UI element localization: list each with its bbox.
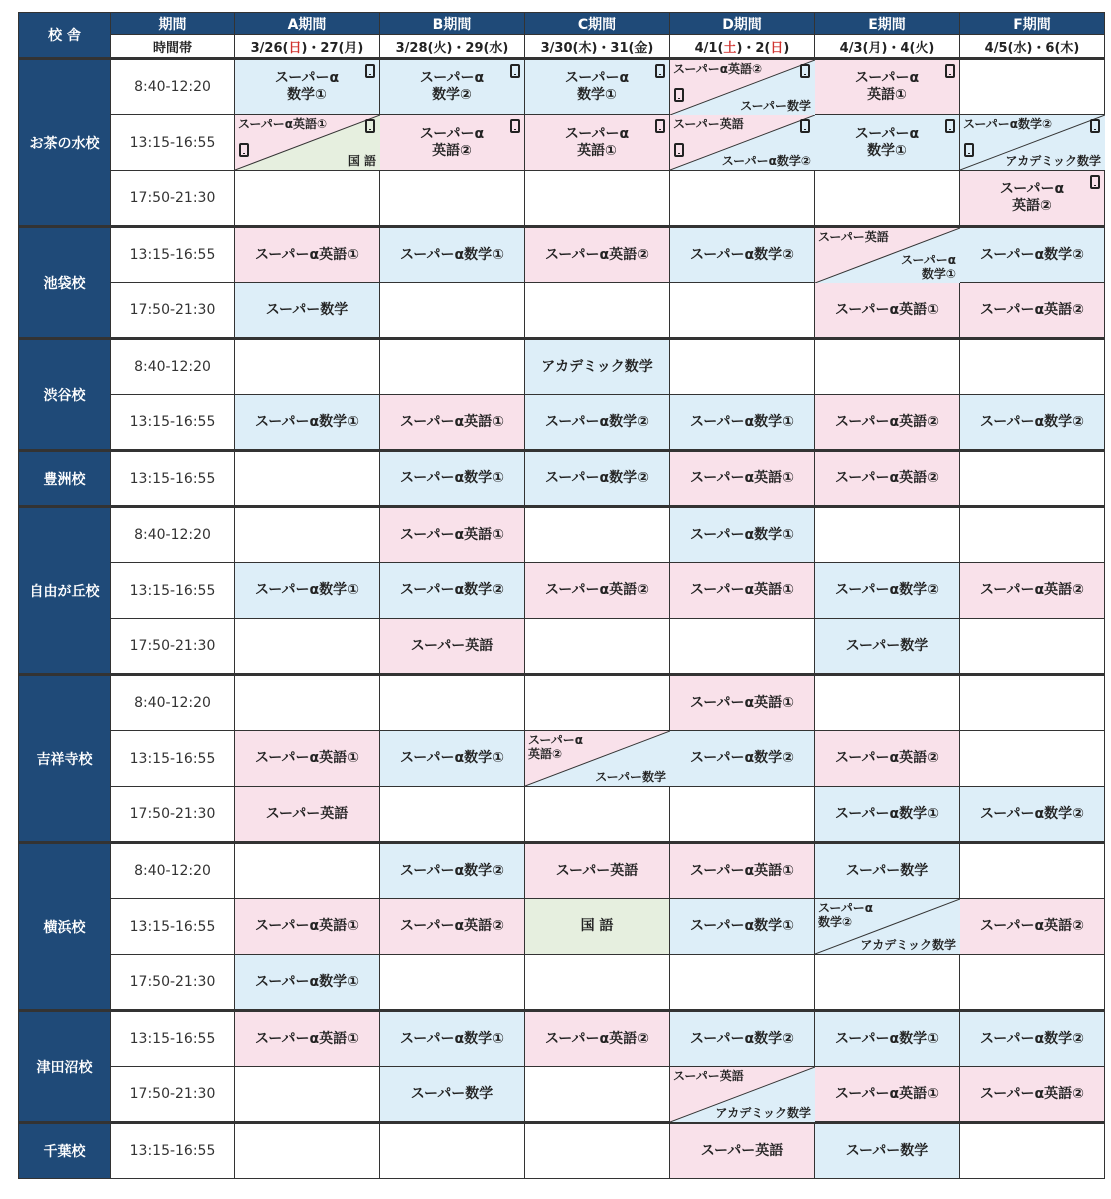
empty-cell <box>960 59 1105 115</box>
class-name: スーパーα英語① <box>689 694 795 711</box>
table-row <box>19 899 1105 955</box>
empty-cell <box>380 1123 525 1179</box>
class-cell <box>525 899 670 955</box>
period-name: E期間 <box>815 13 960 35</box>
class-cell <box>525 451 670 507</box>
class-name-upper: スーパー英語 <box>673 1069 744 1083</box>
split-class-cell <box>525 731 670 787</box>
empty-cell <box>380 955 525 1011</box>
class-name: スーパー英語 <box>555 862 639 879</box>
class-name: スーパーα数学② <box>834 582 940 598</box>
class-cell <box>380 731 525 787</box>
class-cell <box>235 731 380 787</box>
campus-name: 渋谷校 <box>19 339 111 451</box>
empty-cell <box>235 1123 380 1179</box>
class-name: スーパーα英語② <box>544 1030 650 1047</box>
class-name: スーパーα英語① <box>689 862 795 879</box>
empty-cell <box>525 1123 670 1179</box>
class-cell <box>525 563 670 619</box>
class-name: スーパー英語 <box>265 805 349 822</box>
class-name: スーパーα英語② <box>544 246 650 263</box>
period-name: A期間 <box>235 13 380 35</box>
empty-cell <box>235 619 380 675</box>
class-name: スーパーα英語② <box>979 918 1085 934</box>
class-cell <box>815 451 960 507</box>
class-cell <box>960 395 1105 451</box>
empty-cell <box>815 955 960 1011</box>
class-name: スーパーα数学② <box>399 582 505 598</box>
time-slot: 8:40-12:20 <box>111 339 235 395</box>
table-row <box>19 619 1105 675</box>
time-slot: 13:15-16:55 <box>111 451 235 507</box>
empty-cell <box>380 675 525 731</box>
class-cell <box>380 1067 525 1123</box>
class-name: スーパーα数学② <box>979 805 1085 822</box>
split-class-cell <box>670 59 815 115</box>
empty-cell <box>960 1123 1105 1179</box>
time-slot: 13:15-16:55 <box>111 1123 235 1179</box>
class-name: スーパーα英語① <box>399 413 505 430</box>
class-cell <box>960 899 1105 955</box>
class-cell <box>815 115 960 171</box>
tablet-icon <box>674 88 684 102</box>
class-name: スーパーα数学① <box>399 470 505 486</box>
class-name: スーパーα英語① <box>834 1085 940 1102</box>
class-name: スーパーα英語① <box>689 470 795 486</box>
class-cell <box>815 283 960 339</box>
class-name: スーパーα英語① <box>254 246 360 263</box>
empty-cell <box>815 339 960 395</box>
empty-cell <box>960 843 1105 899</box>
empty-cell <box>815 675 960 731</box>
empty-cell <box>380 339 525 395</box>
class-cell <box>380 619 525 675</box>
class-name: アカデミック数学 <box>541 358 653 375</box>
empty-cell <box>525 171 670 227</box>
class-name: スーパー数学 <box>410 1085 494 1102</box>
date-text: )・27(月) <box>301 40 364 56</box>
tablet-icon <box>365 119 375 133</box>
class-name-lower: アカデミック数学 <box>860 938 956 952</box>
table-row <box>19 731 1105 787</box>
class-cell <box>670 563 815 619</box>
time-slot: 13:15-16:55 <box>111 1011 235 1067</box>
table-row <box>19 115 1105 171</box>
tablet-icon <box>1090 119 1100 133</box>
period-name: F期間 <box>960 13 1105 35</box>
empty-cell <box>235 451 380 507</box>
date-text: 4/3(月)・4(火) <box>839 40 935 56</box>
class-name: スーパー英語 <box>700 1142 784 1159</box>
class-name-lower: スーパーα 数学① <box>900 253 956 281</box>
class-name: スーパーα英語② <box>979 1085 1085 1102</box>
class-name: スーパーα 英語① <box>854 70 920 103</box>
table-row <box>19 395 1105 451</box>
class-cell <box>670 227 815 283</box>
class-name: スーパーα数学② <box>979 1030 1085 1047</box>
empty-cell <box>670 283 815 339</box>
class-cell <box>525 1011 670 1067</box>
date-text: 日 <box>288 40 302 56</box>
table-row <box>19 283 1105 339</box>
empty-cell <box>670 339 815 395</box>
empty-cell <box>380 283 525 339</box>
split-class-cell <box>670 1067 815 1123</box>
empty-cell <box>525 675 670 731</box>
empty-cell <box>525 787 670 843</box>
period-label: 期間 <box>111 13 235 35</box>
class-cell <box>380 451 525 507</box>
table-row <box>19 1011 1105 1067</box>
empty-cell <box>525 1067 670 1123</box>
tablet-icon <box>800 119 810 133</box>
class-name: スーパーα数学① <box>254 973 360 990</box>
class-cell <box>380 507 525 563</box>
empty-cell <box>525 619 670 675</box>
class-cell <box>960 227 1105 283</box>
class-name: スーパーα 英語② <box>999 181 1065 214</box>
time-slot: 17:50-21:30 <box>111 787 235 843</box>
class-name: スーパー英語 <box>410 637 494 654</box>
class-name-upper: スーパー英語 <box>673 117 744 131</box>
table-row <box>19 59 1105 115</box>
table-row <box>19 339 1105 395</box>
schedule-table <box>18 12 1105 1179</box>
class-cell <box>670 731 815 787</box>
class-cell <box>525 843 670 899</box>
class-cell <box>235 787 380 843</box>
time-slot: 8:40-12:20 <box>111 507 235 563</box>
date-text: 3/28(火)・29(水) <box>395 40 509 56</box>
class-name-upper: スーパーα 英語② <box>528 733 584 761</box>
period-dates <box>670 35 815 59</box>
time-slot: 17:50-21:30 <box>111 955 235 1011</box>
split-class-cell <box>235 115 380 171</box>
table-row <box>19 171 1105 227</box>
class-name: スーパーα英語① <box>254 918 360 934</box>
class-name: スーパーα英語② <box>979 301 1085 318</box>
class-name-lower: スーパー数学 <box>740 99 811 113</box>
period-dates <box>960 35 1105 59</box>
class-cell <box>815 1123 960 1179</box>
period-name: D期間 <box>670 13 815 35</box>
class-cell <box>380 563 525 619</box>
empty-cell <box>235 843 380 899</box>
class-name-lower: アカデミック数学 <box>1005 154 1101 168</box>
class-cell <box>525 115 670 171</box>
table-row <box>19 563 1105 619</box>
class-name: スーパーα数学② <box>399 862 505 879</box>
class-cell <box>235 899 380 955</box>
tablet-icon <box>800 64 810 78</box>
class-cell <box>960 171 1105 227</box>
class-name: スーパーα数学① <box>254 582 360 598</box>
class-cell <box>670 1011 815 1067</box>
class-cell <box>235 955 380 1011</box>
date-text: 3/26( <box>250 40 289 56</box>
class-cell <box>380 227 525 283</box>
date-text: 3/30(木)・31(金) <box>540 40 654 56</box>
empty-cell <box>670 171 815 227</box>
empty-cell <box>670 787 815 843</box>
class-name-lower: スーパーα数学② <box>721 154 811 168</box>
time-slot: 13:15-16:55 <box>111 115 235 171</box>
class-name: スーパーα 数学① <box>564 70 630 103</box>
tablet-icon <box>945 64 955 78</box>
class-name: スーパーα数学② <box>689 246 795 263</box>
period-dates <box>815 35 960 59</box>
class-name: スーパーα数学① <box>689 918 795 934</box>
empty-cell <box>235 339 380 395</box>
class-name-lower: 国 語 <box>347 154 376 168</box>
class-cell <box>960 787 1105 843</box>
tablet-icon <box>655 119 665 133</box>
split-class-cell <box>815 899 960 955</box>
class-cell <box>380 115 525 171</box>
class-name-lower: アカデミック数学 <box>715 1106 811 1120</box>
tablet-icon <box>239 143 249 157</box>
date-text: )・2( <box>736 40 771 56</box>
time-slot: 8:40-12:20 <box>111 675 235 731</box>
table-row <box>19 227 1105 283</box>
empty-cell <box>525 283 670 339</box>
class-name: スーパーα数学① <box>399 750 505 766</box>
class-cell <box>670 395 815 451</box>
empty-cell <box>525 507 670 563</box>
empty-cell <box>960 619 1105 675</box>
split-class-cell <box>815 227 960 283</box>
class-name: スーパーα英語② <box>834 750 940 766</box>
class-cell <box>525 227 670 283</box>
empty-cell <box>235 1067 380 1123</box>
tablet-icon <box>655 64 665 78</box>
class-cell <box>525 59 670 115</box>
empty-cell <box>235 507 380 563</box>
period-dates <box>235 35 380 59</box>
class-name: スーパーα数学① <box>834 1030 940 1047</box>
date-text: 日 <box>770 40 784 56</box>
table-row <box>19 843 1105 899</box>
class-cell <box>235 283 380 339</box>
class-name: スーパー数学 <box>265 301 349 318</box>
date-text: 土 <box>723 40 737 56</box>
class-cell <box>380 843 525 899</box>
class-cell <box>235 1011 380 1067</box>
class-name: スーパーα数学① <box>689 413 795 430</box>
class-name: スーパーα数学① <box>254 413 360 430</box>
class-name: スーパーα数学① <box>399 1030 505 1047</box>
table-row <box>19 1123 1105 1179</box>
empty-cell <box>960 731 1105 787</box>
class-cell <box>815 787 960 843</box>
class-name: スーパー数学 <box>845 862 929 879</box>
empty-cell <box>235 675 380 731</box>
class-name: スーパー数学 <box>845 1142 929 1159</box>
class-name: スーパーα英語① <box>834 301 940 318</box>
table-row <box>19 451 1105 507</box>
split-class-cell <box>670 115 815 171</box>
empty-cell <box>815 507 960 563</box>
class-name: スーパーα数学② <box>544 413 650 430</box>
time-slot: 17:50-21:30 <box>111 171 235 227</box>
class-name-upper: スーパーα英語① <box>238 117 328 131</box>
class-name: スーパーα英語② <box>979 582 1085 598</box>
tablet-icon <box>964 143 974 157</box>
class-cell <box>815 59 960 115</box>
table-row <box>19 675 1105 731</box>
class-name: スーパーα数学② <box>689 750 795 766</box>
class-cell <box>670 1123 815 1179</box>
class-cell <box>815 563 960 619</box>
campus-name: 池袋校 <box>19 227 111 339</box>
class-name: スーパーα英語② <box>834 413 940 430</box>
time-slot: 13:15-16:55 <box>111 227 235 283</box>
empty-cell <box>960 675 1105 731</box>
class-cell <box>235 227 380 283</box>
campus-name: 吉祥寺校 <box>19 675 111 843</box>
empty-cell <box>960 451 1105 507</box>
class-cell <box>670 507 815 563</box>
date-text: 4/5(水)・6(木) <box>984 40 1080 56</box>
class-name: スーパーα 数学① <box>854 125 920 159</box>
time-slot: 13:15-16:55 <box>111 395 235 451</box>
empty-cell <box>525 955 670 1011</box>
table-row <box>19 507 1105 563</box>
class-cell <box>525 339 670 395</box>
class-name: スーパーα数学② <box>689 1030 795 1047</box>
class-name: スーパーα英語② <box>544 582 650 598</box>
class-name: スーパーα数学① <box>834 805 940 822</box>
class-cell <box>670 451 815 507</box>
campus-name: 津田沼校 <box>19 1011 111 1123</box>
class-name-upper: スーパー英語 <box>818 230 889 244</box>
tablet-icon <box>1090 175 1100 189</box>
class-cell <box>670 675 815 731</box>
time-slot: 17:50-21:30 <box>111 1067 235 1123</box>
class-name: スーパーα数学① <box>399 246 505 263</box>
class-name: スーパーα数学② <box>979 413 1085 430</box>
campus-header: 校 舎 <box>19 13 111 59</box>
class-name-upper: スーパーα英語② <box>673 62 763 76</box>
class-cell <box>380 395 525 451</box>
time-slot: 13:15-16:55 <box>111 563 235 619</box>
class-cell <box>960 283 1105 339</box>
table-row <box>19 955 1105 1011</box>
class-cell <box>670 843 815 899</box>
class-cell <box>815 843 960 899</box>
class-cell <box>960 1067 1105 1123</box>
time-slot: 8:40-12:20 <box>111 843 235 899</box>
time-slot: 17:50-21:30 <box>111 619 235 675</box>
class-cell <box>525 395 670 451</box>
tablet-icon <box>510 64 520 78</box>
class-name: スーパーα 英語① <box>564 125 630 159</box>
class-cell <box>380 899 525 955</box>
empty-cell <box>960 955 1105 1011</box>
date-text: ) <box>783 40 790 56</box>
tablet-icon <box>510 119 520 133</box>
class-cell <box>235 563 380 619</box>
class-name-upper: スーパーα数学② <box>963 117 1053 131</box>
empty-cell <box>380 787 525 843</box>
tablet-icon <box>674 143 684 157</box>
class-name: スーパーα英語① <box>254 1030 360 1047</box>
class-name: スーパーα英語① <box>399 526 505 543</box>
empty-cell <box>670 619 815 675</box>
empty-cell <box>670 955 815 1011</box>
class-name: スーパーα英語② <box>399 918 505 934</box>
time-slot: 17:50-21:30 <box>111 283 235 339</box>
empty-cell <box>960 507 1105 563</box>
time-slot: 8:40-12:20 <box>111 59 235 115</box>
class-name: スーパーα 数学① <box>274 70 340 103</box>
class-cell <box>815 619 960 675</box>
date-text: 4/1( <box>694 40 724 56</box>
class-cell <box>815 1011 960 1067</box>
class-name: スーパーα 英語② <box>419 125 485 159</box>
class-cell <box>235 395 380 451</box>
campus-name: 自由が丘校 <box>19 507 111 675</box>
campus-name: 豊洲校 <box>19 451 111 507</box>
period-dates <box>525 35 670 59</box>
period-dates <box>380 35 525 59</box>
campus-name: 横浜校 <box>19 843 111 1011</box>
tablet-icon <box>365 64 375 78</box>
period-name: B期間 <box>380 13 525 35</box>
period-name: C期間 <box>525 13 670 35</box>
table-row <box>19 1067 1105 1123</box>
empty-cell <box>815 171 960 227</box>
class-name: スーパーα数学② <box>544 470 650 486</box>
empty-cell <box>380 171 525 227</box>
split-class-cell <box>960 115 1105 171</box>
class-name: スーパーα 数学② <box>419 70 485 103</box>
class-name: スーパー数学 <box>845 637 929 654</box>
class-cell <box>960 1011 1105 1067</box>
class-cell <box>815 395 960 451</box>
tablet-icon <box>945 119 955 133</box>
time-slot: 13:15-16:55 <box>111 731 235 787</box>
class-cell <box>235 59 380 115</box>
class-cell <box>380 1011 525 1067</box>
class-name-lower: スーパー数学 <box>595 770 666 784</box>
campus-name: お茶の水校 <box>19 59 111 227</box>
class-cell <box>815 731 960 787</box>
class-cell <box>815 1067 960 1123</box>
class-name: スーパーα数学① <box>689 526 795 543</box>
class-name-upper: スーパーα 数学② <box>818 901 874 929</box>
campus-name: 千葉校 <box>19 1123 111 1179</box>
empty-cell <box>960 339 1105 395</box>
table-row <box>19 787 1105 843</box>
class-cell <box>960 563 1105 619</box>
class-name: スーパーα英語① <box>254 750 360 766</box>
class-name: スーパーα数学② <box>979 246 1085 263</box>
time-slot: 13:15-16:55 <box>111 899 235 955</box>
class-cell <box>380 59 525 115</box>
class-name: スーパーα英語① <box>689 582 795 598</box>
class-name: スーパーα英語② <box>834 470 940 486</box>
empty-cell <box>235 171 380 227</box>
class-cell <box>670 899 815 955</box>
timeslot-label: 時間帯 <box>111 35 235 59</box>
class-name: 国 語 <box>580 918 614 934</box>
